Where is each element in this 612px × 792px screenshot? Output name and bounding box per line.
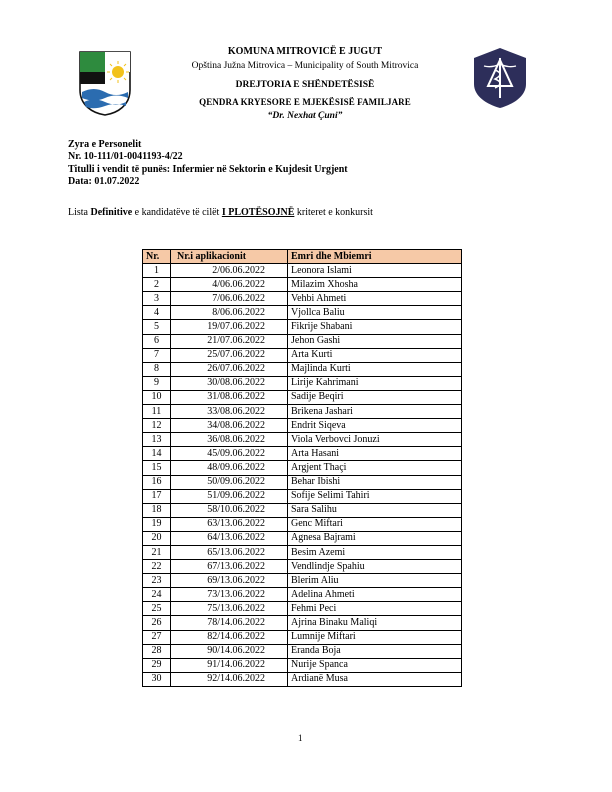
candidate-name: Jehon Gashi: [288, 334, 462, 348]
application-number: 2/06.06.2022: [171, 264, 288, 278]
table-row: [143, 489, 462, 503]
application-number: 58/10.06.2022: [171, 503, 288, 517]
directorate-name: DREJTORIA E SHËNDETËSISË: [235, 80, 375, 90]
row-number: 7: [143, 348, 171, 362]
row-number: 22: [143, 560, 171, 574]
candidate-name: Lirije Kahrimani: [288, 376, 462, 390]
table-row: [143, 588, 462, 602]
application-number: 34/08.06.2022: [171, 419, 288, 433]
table-row: [143, 630, 462, 644]
application-number: 73/13.06.2022: [171, 588, 288, 602]
table-row: [143, 517, 462, 531]
candidate-name: Eranda Boja: [288, 644, 462, 658]
table-row: [143, 390, 462, 404]
municipality-subtitle: Opština Južna Mitrovica – Municipality of South Mitrovica: [191, 61, 419, 71]
application-number: 30/08.06.2022: [171, 376, 288, 390]
intro-definitive: Definitive: [90, 207, 133, 218]
row-number: 4: [143, 306, 171, 320]
table-row: [143, 616, 462, 630]
application-number: 26/07.06.2022: [171, 362, 288, 376]
candidate-name: Besim Azemi: [288, 545, 462, 559]
candidate-name: Leonora Islami: [288, 264, 462, 278]
reference-number: Nr. 10-111/01-0041193-4/22: [68, 151, 183, 163]
municipality-name: KOMUNA MITROVICË E JUGUT: [227, 46, 383, 57]
table-row: [143, 292, 462, 306]
row-number: 24: [143, 588, 171, 602]
job-title: Titulli i vendit të punës: Infermier në Sektorin e Kujdesit Urgjent: [68, 163, 348, 175]
application-number: 63/13.06.2022: [171, 517, 288, 531]
row-number: 29: [143, 658, 171, 672]
table-row: [143, 602, 462, 616]
table-row: [143, 574, 462, 588]
application-number: 31/08.06.2022: [171, 390, 288, 404]
candidate-name: Sara Salihu: [288, 503, 462, 517]
candidate-name: Nurije Spanca: [288, 658, 462, 672]
column-header-name: Emri dhe Mbiemri: [288, 250, 462, 264]
row-number: 13: [143, 433, 171, 447]
table-row: [143, 447, 462, 461]
application-number: 65/13.06.2022: [171, 545, 288, 559]
application-number: 8/06.06.2022: [171, 306, 288, 320]
row-number: 9: [143, 376, 171, 390]
intro-part: kriteret e konkursit: [294, 207, 373, 218]
application-number: 51/09.06.2022: [171, 489, 288, 503]
health-center-name: QENDRA KRYESORE E MJEKËSISË FAMILJARE: [199, 97, 411, 107]
table-row: [143, 475, 462, 489]
application-number: 33/08.06.2022: [171, 405, 288, 419]
row-number: 12: [143, 419, 171, 433]
row-number: 3: [143, 292, 171, 306]
document-meta: [68, 139, 348, 188]
row-number: 11: [143, 405, 171, 419]
health-center-emblem: [470, 46, 530, 110]
row-number: 16: [143, 475, 171, 489]
page-number: 1: [298, 733, 303, 743]
table-row: [143, 503, 462, 517]
table-row: [143, 362, 462, 376]
table-header-row: [143, 250, 462, 264]
row-number: 18: [143, 503, 171, 517]
candidate-name: Vehbi Ahmeti: [288, 292, 462, 306]
row-number: 26: [143, 616, 171, 630]
table-row: [143, 433, 462, 447]
row-number: 5: [143, 320, 171, 334]
table-row: [143, 405, 462, 419]
candidate-name: Argjent Thaçi: [288, 461, 462, 475]
health-center-title: “Dr. Nexhat Çuni”: [267, 111, 343, 121]
application-number: 25/07.06.2022: [171, 348, 288, 362]
table-row: [143, 348, 462, 362]
document-header: [150, 45, 460, 123]
candidate-name: Fehmi Peci: [288, 602, 462, 616]
intro-fulfill: I PLOTËSOJNË: [221, 207, 295, 218]
candidate-name: Arta Hasani: [288, 447, 462, 461]
row-number: 8: [143, 362, 171, 376]
candidate-name: Adelina Ahmeti: [288, 588, 462, 602]
table-row: [143, 672, 462, 686]
application-number: 4/06.06.2022: [171, 278, 288, 292]
candidate-name: Behar Ibishi: [288, 475, 462, 489]
candidate-name: Vjollca Baliu: [288, 306, 462, 320]
application-number: 36/08.06.2022: [171, 433, 288, 447]
application-number: 21/07.06.2022: [171, 334, 288, 348]
candidate-name: Genc Miftari: [288, 517, 462, 531]
table-row: [143, 320, 462, 334]
table-row: [143, 419, 462, 433]
table-row: [143, 531, 462, 545]
application-number: 92/14.06.2022: [171, 672, 288, 686]
candidate-name: Viola Verbovci Jonuzi: [288, 433, 462, 447]
application-number: 75/13.06.2022: [171, 602, 288, 616]
row-number: 25: [143, 602, 171, 616]
candidate-name: Milazim Xhosha: [288, 278, 462, 292]
candidate-name: Ajrina Binaku Maliqi: [288, 616, 462, 630]
document-date: Data: 01.07.2022: [68, 175, 140, 187]
candidate-name: Arta Kurti: [288, 348, 462, 362]
application-number: 7/06.06.2022: [171, 292, 288, 306]
table-row: [143, 658, 462, 672]
row-number: 2: [143, 278, 171, 292]
candidate-name: Majlinda Kurti: [288, 362, 462, 376]
row-number: 28: [143, 644, 171, 658]
row-number: 14: [143, 447, 171, 461]
row-number: 10: [143, 390, 171, 404]
candidate-name: Ardianë Musa: [288, 672, 462, 686]
candidate-name: Sadije Beqiri: [288, 390, 462, 404]
application-number: 64/13.06.2022: [171, 531, 288, 545]
row-number: 6: [143, 334, 171, 348]
office-name: Zyra e Personelit: [68, 139, 142, 150]
table-row: [143, 545, 462, 559]
intro-sentence: [68, 207, 373, 218]
application-number: 48/09.06.2022: [171, 461, 288, 475]
municipality-logo: [78, 50, 132, 116]
application-number: 90/14.06.2022: [171, 644, 288, 658]
application-number: 50/09.06.2022: [171, 475, 288, 489]
candidate-name: Brikena Jashari: [288, 405, 462, 419]
row-number: 27: [143, 630, 171, 644]
table-row: [143, 461, 462, 475]
candidate-name: Sofije Selimi Tahiri: [288, 489, 462, 503]
table-row: [143, 376, 462, 390]
table-row: [143, 278, 462, 292]
intro-part: e kandidatëve të cilët: [132, 207, 222, 218]
row-number: 15: [143, 461, 171, 475]
application-number: 78/14.06.2022: [171, 616, 288, 630]
row-number: 19: [143, 517, 171, 531]
candidate-name: Fikrije Shabani: [288, 320, 462, 334]
row-number: 17: [143, 489, 171, 503]
candidates-table: [142, 249, 462, 687]
row-number: 1: [143, 264, 171, 278]
application-number: 67/13.06.2022: [171, 560, 288, 574]
row-number: 20: [143, 531, 171, 545]
application-number: 45/09.06.2022: [171, 447, 288, 461]
candidate-name: Blerim Aliu: [288, 574, 462, 588]
table-row: [143, 644, 462, 658]
application-number: 19/07.06.2022: [171, 320, 288, 334]
application-number: 69/13.06.2022: [171, 574, 288, 588]
table-row: [143, 306, 462, 320]
column-header-nr: Nr.: [143, 250, 171, 264]
table-row: [143, 264, 462, 278]
candidate-name: Endrit Siqeva: [288, 419, 462, 433]
candidate-name: Vendlindje Spahiu: [288, 560, 462, 574]
column-header-application: Nr.i aplikacionit: [171, 250, 288, 264]
table-row: [143, 560, 462, 574]
candidate-name: Agnesa Bajrami: [288, 531, 462, 545]
row-number: 30: [143, 672, 171, 686]
row-number: 23: [143, 574, 171, 588]
application-number: 82/14.06.2022: [171, 630, 288, 644]
intro-part: Lista: [68, 207, 91, 218]
application-number: 91/14.06.2022: [171, 658, 288, 672]
row-number: 21: [143, 545, 171, 559]
candidate-name: Lumnije Miftari: [288, 630, 462, 644]
table-row: [143, 334, 462, 348]
